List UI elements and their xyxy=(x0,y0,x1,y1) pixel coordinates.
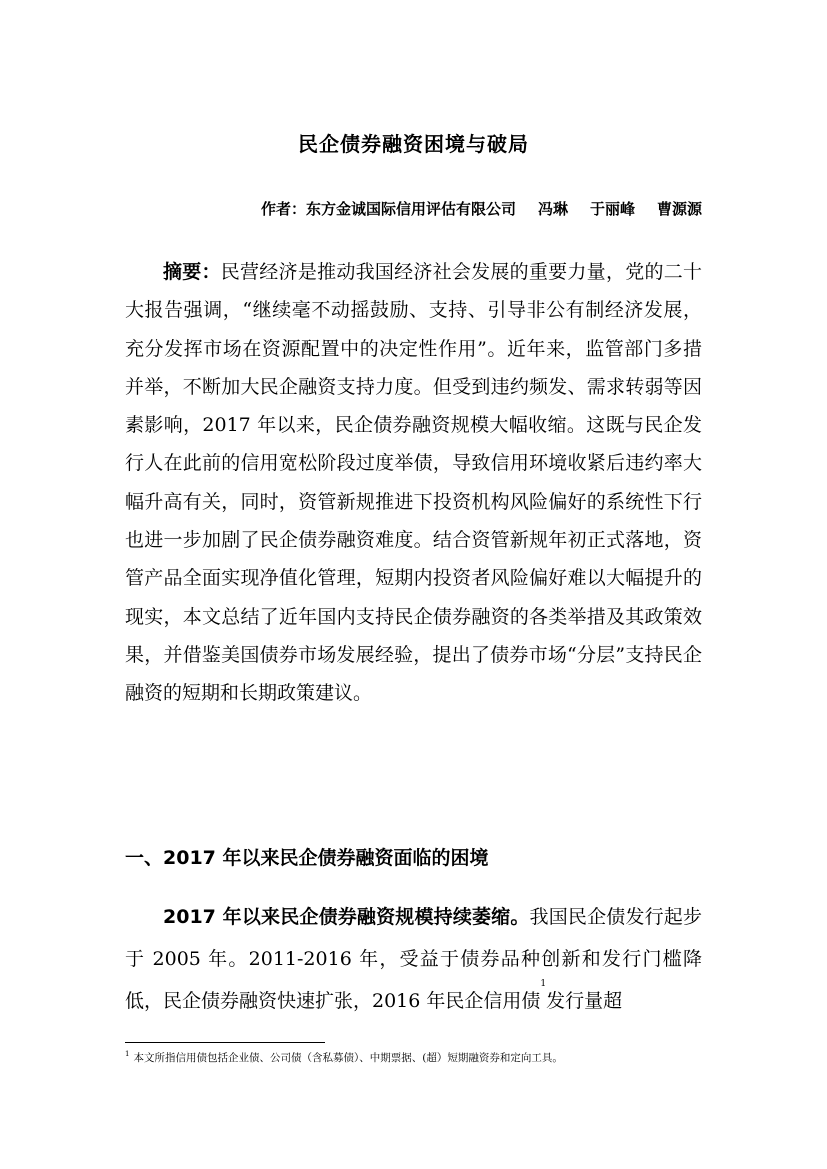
section-heading: 一、2017 年以来民企债券融资面临的困境 xyxy=(125,847,489,869)
abstract-paragraph xyxy=(125,253,702,713)
footnote-divider xyxy=(125,1042,325,1043)
abstract-text: 民营经济是推动我国经济社会发展的重要力量，党的二十大报告强调，“继续毫不动摇鼓励、支持、引导非公有制经济发展，充分发挥市场在资源配置中的决定性作用”。近年来，监管部门多措并举，不断加大民企融资支持力度。但受到违约频发、需求转弱等因素影响，2017 年以来，民企债券融资规模大幅收缩。这既与民企发行人在此前的信用宽松阶段过度举债，导致信用环境收紧后违约率大幅升高有关，同时，资管新规推进下投资机构风险偏好的系统性下行也进一步加剧了民企债券融资难度。结合资管新规年初正式落地，资管产品全面实现净值化管理，短期内投资者风险偏好难以大幅提升的现实，本文总结了近年国内支持民企债券融资的各类举措及其政策效果，并借鉴美国债券市场发展经验，提出了债券市场“分层”支持民企融资的短期和长期政策建议。 xyxy=(125,261,702,705)
body-paragraph xyxy=(125,896,702,1022)
paragraph-text: 我国民企债发行起步于 2005 年。2011-2016 年，受益于债券品种创新和发行门槛降低，民企债券融资快速扩张，2016 年民企信用债 xyxy=(125,906,702,1012)
author-name: 曹源源 xyxy=(656,200,702,218)
footnote-marker: 1 xyxy=(125,1050,130,1058)
page-title: 民企债券融资困境与破局 xyxy=(298,132,529,156)
author-name: 冯琳 xyxy=(537,200,568,218)
footnote-text: 本文所指信用债包括企业债、公司债（含私募债）、中期票据、(超）短期融资券和定向工具。 xyxy=(133,1052,563,1064)
paragraph-lead-sentence: 2017 年以来民企债券融资规模持续萎缩。 xyxy=(163,906,530,928)
author-line xyxy=(261,198,702,219)
abstract-label: 摘要： xyxy=(163,261,221,283)
footnote-reference[interactable]: 1 xyxy=(540,979,547,989)
footnote xyxy=(125,1050,563,1065)
paragraph-text-continued: 发行量超 xyxy=(546,990,623,1012)
author-affiliation: 作者：东方金诚国际信用评估有限公司 xyxy=(260,200,516,218)
author-name: 于丽峰 xyxy=(589,200,635,218)
